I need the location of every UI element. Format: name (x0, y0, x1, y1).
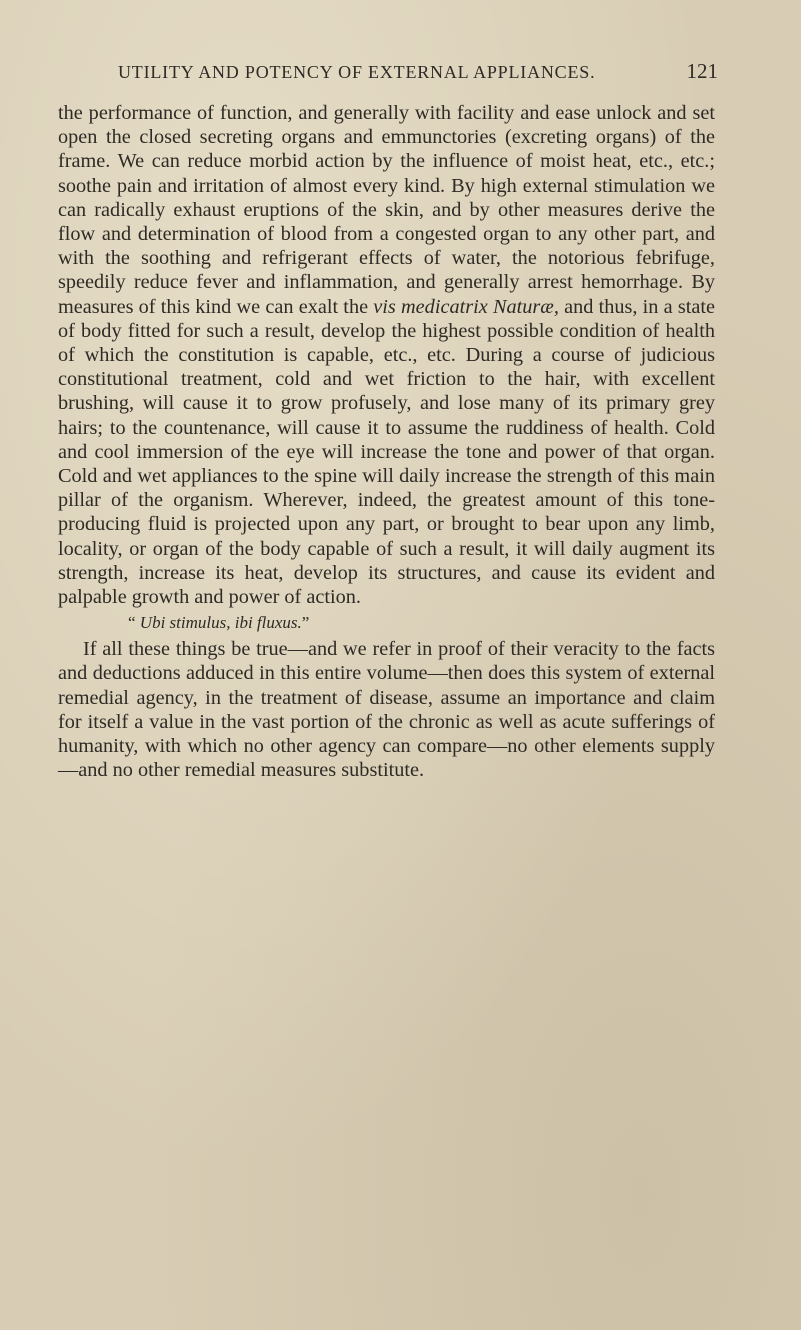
paragraph-1 (58, 101, 715, 609)
latin-phrase: vis medicatrix Naturæ, (373, 295, 559, 318)
paragraph-1-part-b: and thus, in a state of body fitted for such a result, develop the highest possible condition of health of which the constitution is capable, etc., etc. During a course of judicious constitutional treatment, cold and wet friction to the hair, with excellent brushing, will cause it to grow profusely, and lose many of its primary grey hairs; to the countenance, will cause it to assume the ruddiness of health. Cold and cool immersion of the eye will increase the tone and power of that organ. Cold and wet appliances to the spine will daily increase the strength of this main pillar of the organism. Wherever, indeed, the greatest amount of this tone-producing fluid is projected upon any part, or brought to bear upon any limb, locality, or organ of the body capable of such a result, it will daily augment its strength, increase its heat, develop its structures, and cause its evident and palpable growth and power of action. (58, 295, 715, 609)
quote-close-mark: ” (301, 613, 310, 633)
quote-open-mark: “ (128, 613, 140, 633)
body-text (58, 101, 715, 782)
page-number: 121 (686, 59, 718, 83)
paragraph-1-part-a: the performance of function, and generally with facility and ease unlock and set open the closed secreting organs and emmunctories (excreting organs) of the frame. We can reduce morbid action by the influence of moist heat, etc., etc.; soothe pain and irritation of almost every kind. By high external stimulation we can radically exhaust eruptions of the skin, and by other measures derive the flow and determination of blood from a congested organ to any other part, and with the soothing and refrigerant effects of water, the notorious febrifuge, speedily reduce fever and inflammation, and generally arrest hemorrhage. By measures of this kind we can exalt the (58, 102, 715, 318)
latin-quote (58, 609, 715, 637)
page-header (118, 59, 718, 88)
running-head: UTILITY AND POTENCY OF EXTERNAL APPLIANCES. (118, 62, 596, 82)
paragraph-2: If all these things be true—and we refer in proof of their veracity to the facts and deductions adduced in this entire volume—then does this system of external remedial agency, in the treatment of disease, assume an importance and claim for itself a value in the vast portion of the chronic as well as acute sufferings of humanity, with which no other agency can compare—no other elements supply—and no other remedial measures substitute. (58, 638, 715, 782)
quote-text: Ubi stimulus, ibi fluxus. (139, 613, 302, 633)
